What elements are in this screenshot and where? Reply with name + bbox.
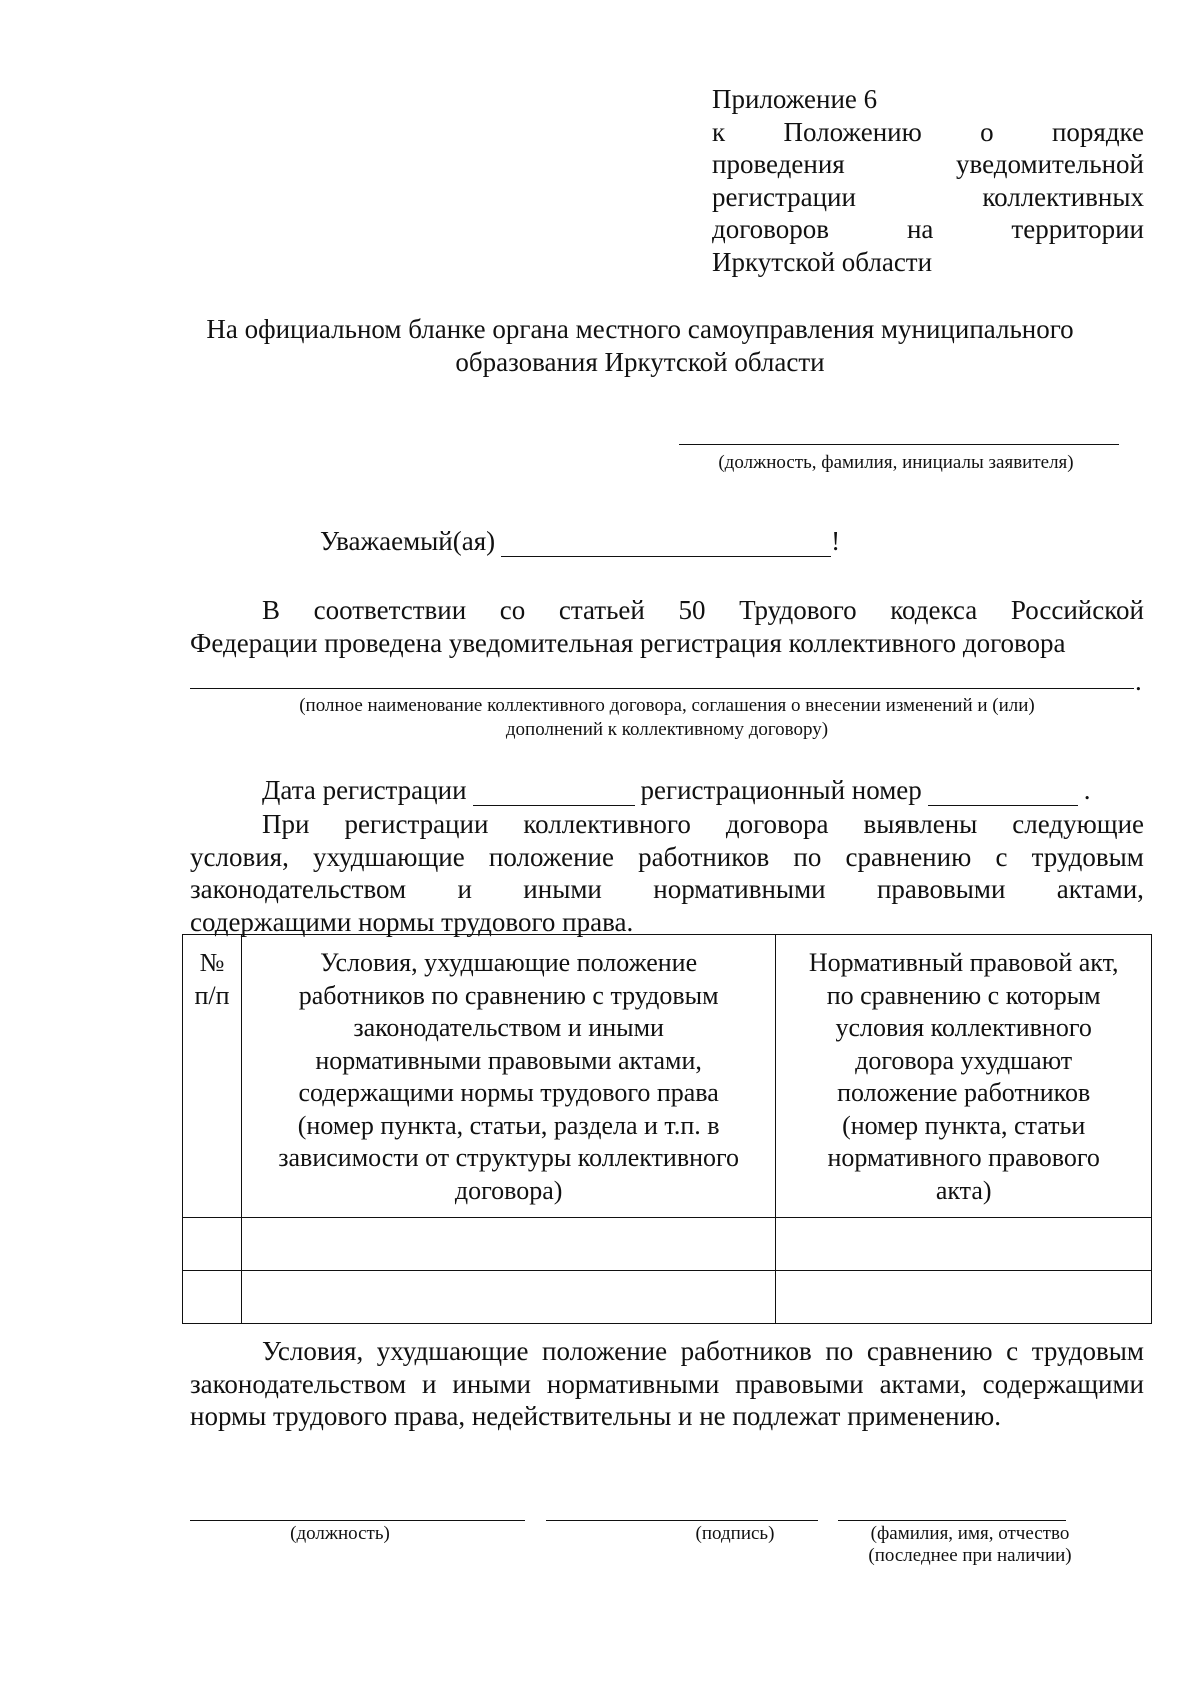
signature-blank-line [546, 1520, 818, 1521]
header-line: законодательством и иными [353, 1013, 664, 1042]
paragraph-registration-notice [190, 594, 1144, 659]
appendix-word: к [712, 116, 726, 147]
header-line: положение работников [837, 1078, 1091, 1107]
appendix-line-3 [712, 181, 1144, 214]
paragraph-word: законодательством [190, 874, 407, 904]
registration-date-label: Дата регистрации [262, 775, 467, 805]
greeting-end: ! [831, 526, 841, 556]
appendix-word: регистрации [712, 181, 856, 212]
header-line: Условия, ухудшающие положение [320, 948, 698, 977]
table-header-row [183, 935, 1152, 1218]
position-caption: (должность) [290, 1523, 390, 1544]
applicant-caption: (должность, фамилия, инициалы заявителя) [718, 452, 1074, 473]
paragraph2-line-2 [190, 841, 1144, 874]
header-line: договора ухудшают [855, 1045, 1073, 1075]
appendix-word: территории [1011, 214, 1144, 244]
table-cell [241, 1218, 775, 1271]
greeting-label: Уважаемый(ая) [320, 526, 496, 556]
paragraph-word: При [262, 809, 310, 839]
conditions-table [182, 934, 1152, 1324]
header-conditions [241, 935, 775, 1218]
paragraph-word: работников [638, 841, 770, 872]
applicant-blank-line [679, 444, 1119, 445]
fio-blank-line [838, 1520, 1066, 1521]
paragraph-word: по [793, 841, 822, 872]
paragraph-word: с [995, 841, 1008, 872]
paragraph-conditions-invalid: Условия, ухудшающие положение работников по сравнению с трудовым законодательством и иными нормативными правовыми актами, содержащими нормы трудового права, недействительны и не подлежат применению. [190, 1336, 1144, 1431]
paragraph-word: условия, [190, 841, 289, 872]
appendix-word: порядке [1051, 116, 1144, 147]
fio-caption-line-2: (последнее при наличии) [868, 1545, 1072, 1566]
paragraph-word: положение [488, 841, 614, 872]
appendix-header [712, 83, 1144, 278]
header-line: нормативного правового [827, 1143, 1100, 1172]
appendix-word: Положению [783, 116, 922, 147]
paragraph-word: регистрации [344, 809, 489, 839]
paragraph-word: ухудшающие [313, 841, 465, 872]
signature-caption: (подпись) [695, 1523, 775, 1544]
header-line: акта) [935, 1175, 992, 1205]
paragraph-word: трудовым [1031, 841, 1144, 872]
paragraph-word: соответствии [313, 595, 467, 625]
header-line: содержащими нормы трудового права [298, 1078, 719, 1107]
paragraph-word: следующие [1012, 809, 1144, 839]
appendix-word: коллективных [982, 181, 1144, 212]
appendix-word: уведомительной [956, 149, 1144, 179]
paragraph-word: 50 [678, 595, 706, 625]
contract-caption [190, 694, 1144, 742]
table-cell [241, 1271, 775, 1324]
header-line: по сравнению с которым [826, 980, 1101, 1010]
paragraph1-line-2: Федерации проведена уведомительная регистрация коллективного договора [190, 627, 1066, 658]
table-cell [183, 1218, 242, 1271]
header-line: № [199, 948, 225, 977]
paragraph-word: иными [523, 874, 602, 904]
appendix-word: договоров [712, 214, 829, 244]
paragraph-word: В [262, 595, 281, 625]
paragraph-word: со [499, 595, 526, 625]
appendix-line-4 [712, 213, 1144, 246]
registration-end: . [1083, 775, 1091, 805]
header-line: зависимости от структуры коллективного [278, 1143, 740, 1172]
header-line: (номер пункта, статьи [842, 1110, 1086, 1140]
table-row [183, 1218, 1152, 1271]
contract-name-blank-line [190, 688, 1134, 689]
greeting [320, 526, 840, 557]
fio-caption [820, 1523, 1120, 1567]
paragraph-word: Российской [1010, 595, 1144, 625]
registration-number-label: регистрационный номер [640, 775, 922, 805]
appendix-word: на [906, 214, 934, 244]
paragraph1-line-1 [190, 594, 1144, 627]
contract-caption-line-2: дополнений к коллективному договору) [505, 719, 829, 740]
table-cell [776, 1271, 1152, 1324]
fio-caption-line-1: (фамилия, имя, отчество [870, 1523, 1070, 1544]
header-line: условия коллективного [835, 1013, 1092, 1042]
table-cell [776, 1218, 1152, 1271]
appendix-title: Приложение 6 [712, 84, 878, 114]
table-cell [183, 1271, 242, 1324]
appendix-line-5: Иркутской области [712, 246, 933, 277]
header-line: работников по сравнению с трудовым [298, 980, 719, 1010]
contract-caption-line-1: (полное наименование коллективного договора, соглашения о внесении изменений и (или) [299, 695, 1035, 716]
paragraph-word: и [457, 874, 472, 904]
header-line: Нормативный правовой акт, [808, 948, 1119, 977]
paragraph2-line-4: содержащими нормы трудового права. [190, 906, 634, 937]
blank-note-line-2: образования Иркутской области [455, 347, 825, 377]
header-line: нормативными правовыми актами, [315, 1045, 702, 1075]
official-blank-note [150, 313, 1130, 379]
appendix-line-2 [712, 148, 1144, 181]
blank-note-line-1: На официальном бланке органа местного самоуправления муниципального [206, 314, 1074, 344]
paragraph-word: Трудового [739, 595, 857, 625]
greeting-name-blank [501, 530, 831, 557]
header-line: (номер пункта, статьи, раздела и т.п. в [297, 1110, 720, 1140]
contract-line-dot: . [1135, 666, 1142, 696]
paragraph-word: сравнению [845, 841, 972, 872]
paragraph-word: нормативными [653, 874, 826, 904]
paragraph-word: актами, [1056, 874, 1144, 904]
appendix-word: о [980, 116, 994, 147]
paragraph-word: правовыми [876, 874, 1006, 904]
header-legal-act [776, 935, 1152, 1218]
appendix-line-1 [712, 116, 1144, 149]
appendix-word: проведения [712, 149, 845, 179]
paragraph-word: кодекса [890, 595, 978, 625]
paragraph-word: выявлены [863, 809, 978, 839]
paragraph-word: коллективного [523, 809, 691, 839]
paragraph-word: статьей [558, 595, 645, 625]
header-number [183, 935, 242, 1218]
paragraph-word: договора [725, 809, 829, 839]
paragraph2-line-3 [190, 873, 1144, 906]
registration-line [262, 775, 1091, 806]
paragraph-conditions-found [190, 808, 1144, 938]
table-row [183, 1271, 1152, 1324]
header-line: п/п [194, 980, 230, 1010]
position-blank-line [190, 1520, 525, 1521]
paragraph2-line-1 [190, 808, 1144, 841]
registration-date-blank [473, 779, 635, 806]
registration-number-blank [928, 779, 1078, 806]
header-line: договора) [454, 1175, 563, 1205]
